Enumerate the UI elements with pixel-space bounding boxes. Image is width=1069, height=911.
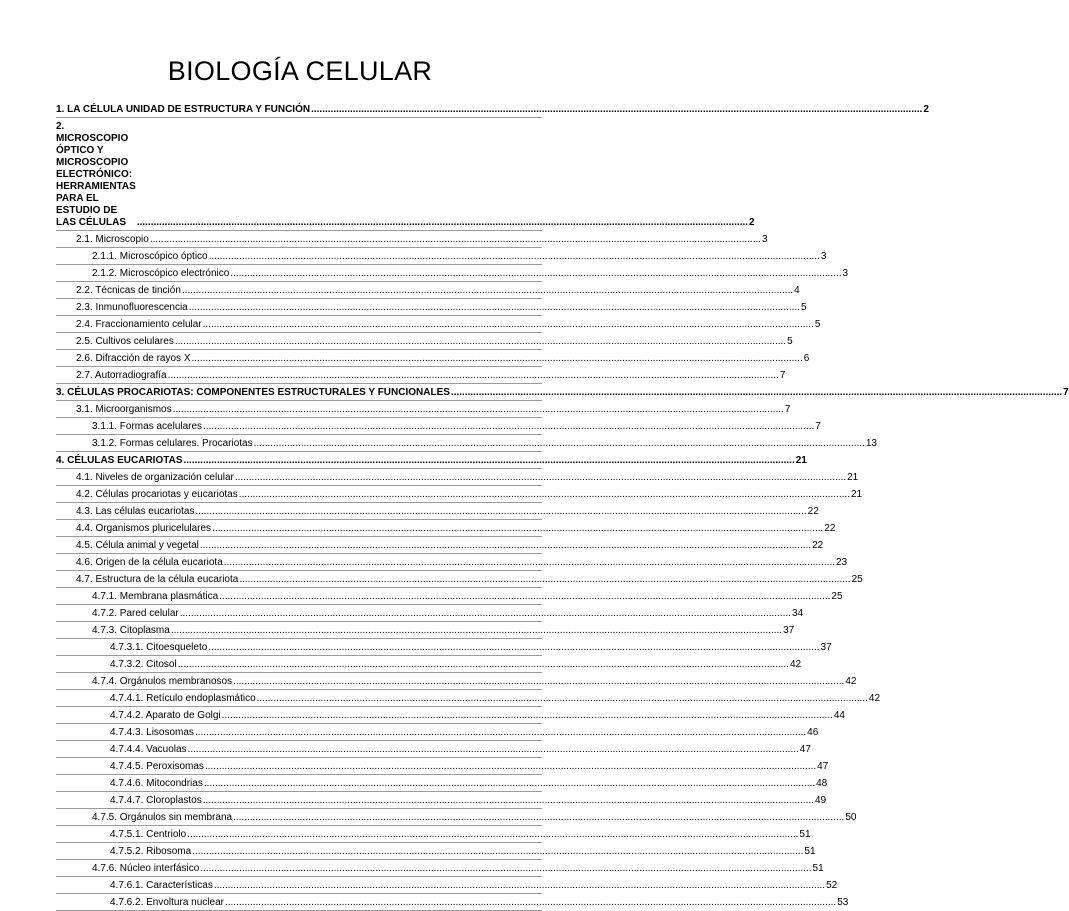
toc-dot-leader: ............................................................................................................................................................................................................................ (230, 268, 842, 279)
toc-entry[interactable] (56, 792, 827, 809)
toc-page-number: 21 (850, 489, 863, 500)
toc-entry[interactable] (56, 877, 838, 894)
toc-entry-title: 4.7.3.1. Citoesqueleto (110, 642, 208, 653)
toc-dot-leader: ............................................................................................................................................................................................................................ (311, 104, 923, 115)
toc-dot-leader: ............................................................................................................................................................................................................................ (202, 319, 814, 330)
toc-dot-leader: ............................................................................................................................................................................................................................ (233, 676, 845, 687)
toc-page-number: 34 (791, 608, 804, 619)
toc-page-number: 7 (815, 421, 821, 432)
toc-entry-title: 3. CÉLULAS PROCARIOTAS: COMPONENTES ESTRUCTURALES Y FUNCIONALES (56, 387, 450, 398)
toc-dot-leader: ............................................................................................................................................................................................................................ (174, 336, 787, 347)
toc-dot-leader: ............................................................................................................................................................................................................................ (167, 370, 779, 381)
toc-entry[interactable] (56, 724, 819, 741)
toc-entry-title: 4.7.4.3. Lisosomas (110, 727, 194, 738)
toc-entry[interactable] (56, 826, 811, 843)
toc-entry[interactable] (56, 741, 811, 758)
toc-entry[interactable] (56, 554, 848, 571)
toc-page-number: 3 (820, 251, 827, 262)
toc-page-number: 46 (807, 727, 819, 738)
toc-page-number: 51 (804, 846, 816, 857)
toc-entry-title: 2.7. Autorradiografía (76, 370, 167, 381)
toc-entry-title: 4.7.3.2. Citosol (110, 659, 177, 670)
toc-dot-leader: ............................................................................................................................................................................................................................ (224, 897, 837, 908)
toc-page-number: 22 (824, 523, 836, 534)
toc-entry-title: 4.1. Niveles de organización celular (76, 472, 234, 483)
toc-dot-leader: ............................................................................................................................................................................................................................ (208, 251, 820, 262)
toc-dot-leader: ............................................................................................................................................................................................................................ (195, 506, 807, 517)
toc-dot-leader: ............................................................................................................................................................................................................................ (187, 744, 799, 755)
toc-dot-leader: ............................................................................................................................................................................................................................ (212, 523, 824, 534)
toc-entry[interactable] (56, 775, 828, 792)
toc-dot-leader: ............................................................................................................................................................................................................................ (136, 217, 749, 228)
toc-entry-title: 4.7.3. Citoplasma (92, 625, 170, 636)
toc-page-number: 4 (794, 285, 800, 296)
table-of-contents (56, 101, 1069, 911)
toc-entry[interactable] (56, 299, 807, 316)
toc-entry-title: 4.3. Las células eucariotas (76, 506, 195, 517)
toc-dot-leader: ............................................................................................................................................................................................................................ (239, 574, 851, 585)
toc-page-number: 37 (783, 625, 795, 636)
toc-dot-leader: ............................................................................................................................................................................................................................ (200, 863, 812, 874)
toc-entry[interactable] (56, 690, 881, 707)
toc-page-number: 13 (865, 438, 877, 449)
toc-entry[interactable] (56, 639, 832, 656)
toc-entry[interactable] (56, 333, 793, 350)
toc-entry[interactable] (56, 571, 863, 588)
toc-entry-title: 2.1.2. Microscópico electrónico (92, 268, 230, 279)
toc-entry[interactable] (56, 707, 845, 724)
toc-page-number: 47 (817, 761, 829, 772)
toc-entry-title: 4.7.5. Orgánulos sin membrana (92, 812, 233, 823)
toc-dot-leader: ............................................................................................................................................................................................................................ (177, 659, 789, 670)
toc-dot-leader: ............................................................................................................................................................................................................................ (221, 710, 833, 721)
toc-entry-title: 2.6. Difracción de rayos X (76, 353, 191, 364)
toc-entry-title: 1. LA CÉLULA UNIDAD DE ESTRUCTURA Y FUNCIÓN (56, 104, 311, 115)
toc-page-number: 37 (820, 642, 832, 653)
toc-dot-leader: ............................................................................................................................................................................................................................ (191, 353, 803, 364)
toc-entry[interactable] (56, 265, 849, 282)
toc-dot-leader: ............................................................................................................................................................................................................................ (238, 489, 850, 500)
toc-entry-title: 2.1.1. Microscópico óptico (92, 251, 208, 262)
toc-page-number: 51 (812, 863, 824, 874)
toc-entry[interactable] (56, 860, 824, 877)
toc-entry-title: 4.7.1. Membrana plasmática (92, 591, 219, 602)
toc-page-number: 53 (837, 897, 849, 908)
toc-entry-title: 4.2. Células procariotas y eucariotas (76, 489, 238, 500)
toc-page-number: 6 (803, 353, 810, 364)
toc-entry[interactable] (56, 486, 863, 503)
toc-page-number: 47 (799, 744, 811, 755)
toc-page-number: 22 (812, 540, 824, 551)
toc-dot-leader: ............................................................................................................................................................................................................................ (188, 302, 800, 313)
toc-entry-title: 4.7.4.6. Mitocondrias (110, 778, 203, 789)
toc-page-number: 3 (842, 268, 849, 279)
toc-entry[interactable] (56, 588, 843, 605)
toc-page-number: 44 (833, 710, 845, 721)
toc-entry[interactable] (56, 384, 1069, 401)
toc-dot-leader: ............................................................................................................................................................................................................................ (233, 812, 845, 823)
toc-dot-leader: ............................................................................................................................................................................................................................ (450, 387, 1063, 398)
toc-entry-title: 4.7.5.2. Ribosoma (110, 846, 192, 857)
toc-entry[interactable] (56, 469, 859, 486)
toc-page-number: 5 (787, 336, 793, 347)
toc-dot-leader: ............................................................................................................................................................................................................................ (234, 472, 847, 483)
toc-page-number: 21 (795, 455, 807, 466)
toc-entry-title: 4.6. Origen de la célula eucariota (76, 557, 223, 568)
toc-entry-title: 4.7.4.5. Peroxisomas (110, 761, 204, 772)
toc-entry[interactable] (56, 622, 795, 639)
toc-dot-leader: ............................................................................................................................................................................................................................ (192, 846, 804, 857)
toc-dot-leader: ............................................................................................................................................................................................................................ (202, 795, 814, 806)
toc-page-number: 21 (847, 472, 859, 483)
toc-page-number: 49 (814, 795, 827, 806)
toc-entry-title: 4.7.4.7. Cloroplastos (110, 795, 202, 806)
toc-page-number: 5 (800, 302, 807, 313)
toc-page-number: 3 (762, 234, 768, 245)
toc-entry-title: 4. CÉLULAS EUCARIOTAS (56, 455, 183, 466)
toc-dot-leader: ............................................................................................................................................................................................................................ (179, 608, 791, 619)
toc-page-number: 7 (779, 370, 786, 381)
toc-page-number: 2 (923, 104, 929, 115)
toc-entry-title: 4.7. Estructura de la célula eucariota (76, 574, 239, 585)
toc-entry[interactable] (56, 452, 807, 469)
toc-entry[interactable] (56, 282, 800, 299)
toc-dot-leader: ............................................................................................................................................................................................................................ (183, 455, 795, 466)
toc-entry-title: 2. MICROSCOPIO ÓPTICO Y MICROSCOPIO ELECTRÓNICO: HERRAMIENTAS PARA EL ESTUDIO DE LAS CÉLULAS (56, 121, 136, 228)
toc-dot-leader: ............................................................................................................................................................................................................................ (203, 778, 816, 789)
toc-entry-title: 4.7.4. Orgánulos membranosos (92, 676, 233, 687)
toc-entry-title: 4.7.4.2. Aparato de Golgi (110, 710, 221, 721)
toc-page-number: 7 (784, 404, 791, 415)
page-title: BIOLOGÍA CELULAR (167, 56, 433, 86)
toc-entry-title: 4.7.4.4. Vacuolas (110, 744, 187, 755)
toc-dot-leader: ............................................................................................................................................................................................................................ (256, 693, 868, 704)
toc-page-number: 23 (836, 557, 848, 568)
toc-dot-leader: ............................................................................................................................................................................................................................ (187, 829, 799, 840)
toc-entry[interactable] (56, 894, 849, 911)
toc-entry-title: 3.1.2. Formas celulares. Procariotas (92, 438, 253, 449)
toc-page-number: 5 (814, 319, 821, 330)
toc-dot-leader: ............................................................................................................................................................................................................................ (170, 625, 783, 636)
toc-entry[interactable] (56, 537, 824, 554)
toc-entry-title: 4.5. Célula animal y vegetal (76, 540, 199, 551)
toc-page-number: 25 (851, 574, 863, 585)
toc-dot-leader: ............................................................................................................................................................................................................................ (149, 234, 762, 245)
toc-entry-title: 4.7.6.2. Envoltura nuclear (110, 897, 224, 908)
toc-page-number: 42 (868, 693, 881, 704)
toc-entry[interactable] (56, 401, 791, 418)
toc-entry[interactable] (56, 605, 804, 622)
toc-page-number: 51 (799, 829, 811, 840)
toc-entry-title: 4.4. Organismos pluricelulares (76, 523, 212, 534)
toc-dot-leader: ............................................................................................................................................................................................................................ (213, 880, 826, 891)
toc-entry[interactable] (56, 758, 829, 775)
toc-dot-leader: ............................................................................................................................................................................................................................ (219, 591, 831, 602)
toc-entry[interactable] (56, 809, 857, 826)
toc-page-number: 2 (749, 217, 755, 228)
toc-entry[interactable] (56, 101, 929, 118)
toc-entry[interactable] (56, 350, 810, 367)
toc-entry[interactable] (56, 843, 816, 860)
toc-dot-leader: ............................................................................................................................................................................................................................ (208, 642, 820, 653)
toc-entry[interactable] (56, 435, 877, 452)
toc-entry[interactable] (56, 248, 827, 265)
toc-page-number: 48 (816, 778, 828, 789)
toc-entry-title: 2.2. Técnicas de tinción (76, 285, 181, 296)
toc-page-number: 50 (845, 812, 857, 823)
toc-dot-leader: ............................................................................................................................................................................................................................ (203, 421, 815, 432)
toc-entry-title: 2.4. Fraccionamiento celular (76, 319, 202, 330)
toc-entry-title: 2.3. Inmunofluorescencia (76, 302, 188, 313)
toc-page-number: 42 (845, 676, 857, 687)
toc-page-number: 22 (807, 506, 819, 517)
toc-dot-leader: ............................................................................................................................................................................................................................ (204, 761, 817, 772)
toc-page-number: 52 (826, 880, 838, 891)
toc-page-number: 25 (831, 591, 843, 602)
toc-page-number: 7 (1063, 387, 1069, 398)
toc-entry[interactable] (56, 673, 857, 690)
toc-entry-title: 4.7.2. Pared celular (92, 608, 179, 619)
toc-entry[interactable] (56, 418, 821, 435)
toc-entry[interactable] (56, 520, 836, 537)
toc-entry[interactable] (56, 316, 821, 333)
toc-page-number: 42 (789, 659, 802, 670)
toc-entry[interactable] (56, 118, 755, 231)
toc-dot-leader: ............................................................................................................................................................................................................................ (223, 557, 835, 568)
toc-entry-title: 3.1.1. Formas acelulares (92, 421, 203, 432)
toc-entry[interactable] (56, 656, 802, 673)
toc-dot-leader: ............................................................................................................................................................................................................................ (199, 540, 812, 551)
toc-entry[interactable] (56, 367, 786, 384)
toc-entry-title: 4.7.6.1. Características (110, 880, 213, 891)
toc-entry-title: 4.7.5.1. Centriolo (110, 829, 187, 840)
toc-entry-title: 3.1. Microorganismos (76, 404, 172, 415)
toc-dot-leader: ............................................................................................................................................................................................................................ (253, 438, 865, 449)
toc-dot-leader: ............................................................................................................................................................................................................................ (181, 285, 794, 296)
toc-entry[interactable] (56, 503, 819, 520)
toc-entry-title: 2.1. Microscopio (76, 234, 149, 245)
toc-entry[interactable] (56, 231, 768, 248)
toc-dot-leader: ............................................................................................................................................................................................................................ (194, 727, 807, 738)
toc-dot-leader: ............................................................................................................................................................................................................................ (172, 404, 784, 415)
toc-entry-title: 4.7.4.1. Retículo endoplasmático (110, 693, 256, 704)
toc-entry-title: 4.7.6. Núcleo interfásico (92, 863, 200, 874)
toc-entry-title: 2.5. Cultivos celulares (76, 336, 174, 347)
